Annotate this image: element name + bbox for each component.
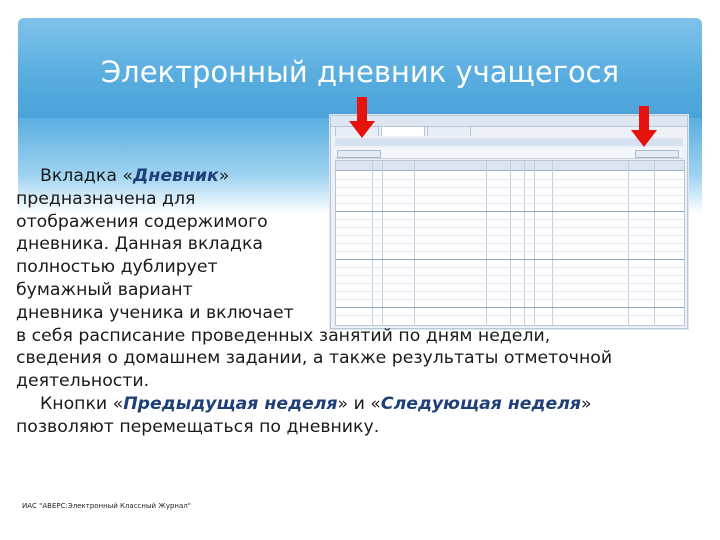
next-week-label: Следующая неделя	[380, 393, 581, 414]
body-line: бумажный вариант	[16, 279, 193, 300]
body-line: предназначена для	[16, 188, 196, 209]
body-line: сведения о домашнем задании, а также результаты отметочной	[16, 348, 613, 369]
previous-week-label: Предыдущая неделя	[123, 393, 338, 414]
body-line: деятельности.	[16, 371, 150, 392]
footer-caption: ИАС "АВЕРС:Электронный Классный Журнал"	[22, 502, 191, 510]
diary-tab-name: Дневник	[132, 166, 219, 186]
tab-other	[427, 126, 471, 136]
body-line: Вкладка «Дневник»	[40, 166, 230, 186]
tab-diary	[381, 126, 425, 136]
body-line: в себя расписание проведенных занятий по дням недели,	[16, 325, 551, 346]
slide-title: Электронный дневник учащегося	[100, 55, 620, 89]
slide-body	[16, 165, 706, 439]
body-line: отображения содержимого	[16, 211, 268, 232]
body-line: дневника. Данная вкладка	[16, 234, 264, 255]
body-line: полностью дублирует	[16, 257, 218, 278]
week-navigation-bar	[335, 148, 683, 159]
body-line: позволяют перемещаться по дневнику.	[16, 416, 380, 437]
body-line: дневника ученика и включает	[16, 302, 294, 323]
next-week-button	[635, 150, 679, 158]
body-line: Кнопки «Предыдущая неделя» и «Следующая неделя»	[40, 393, 592, 414]
previous-week-button	[337, 150, 381, 158]
